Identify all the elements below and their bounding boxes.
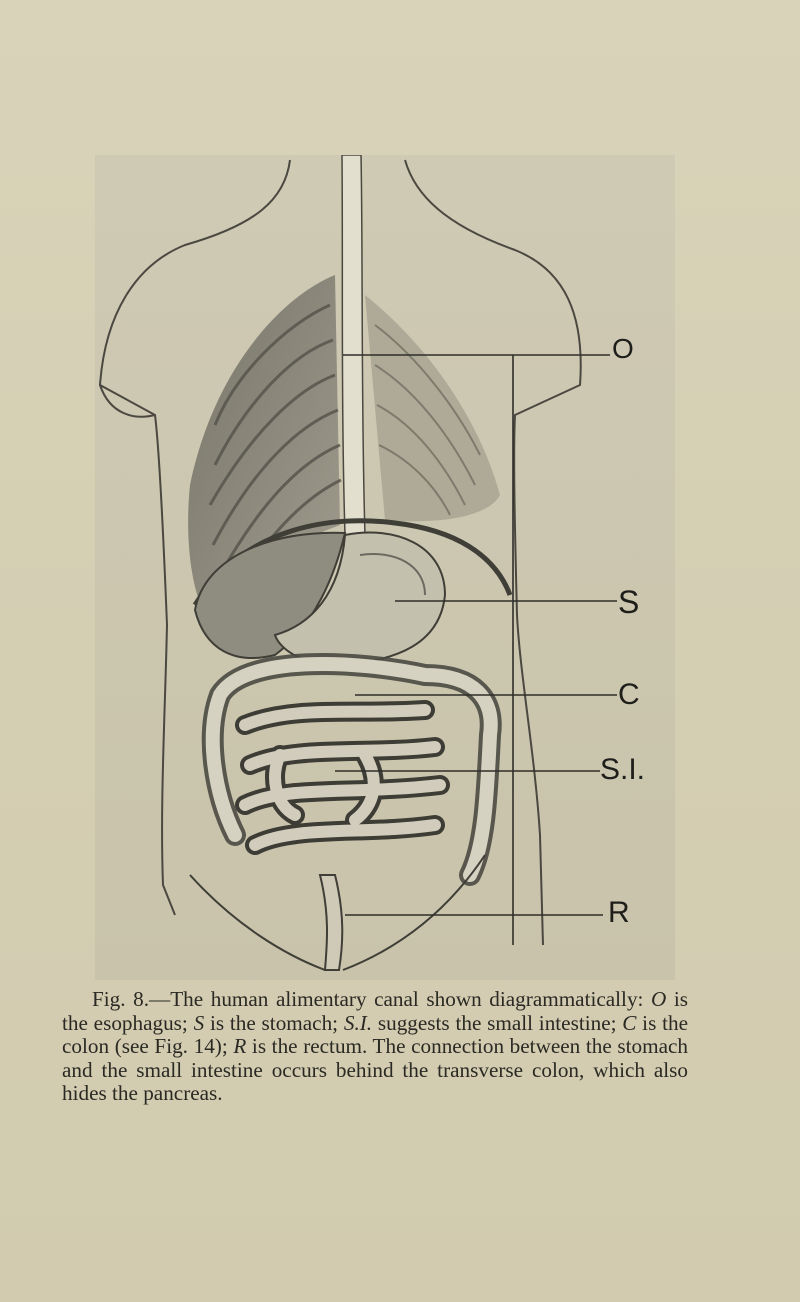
caption-fig-number: Fig. 8. bbox=[92, 987, 150, 1011]
caption-letter-o: O bbox=[651, 987, 667, 1011]
label-colon: C bbox=[618, 678, 640, 711]
caption-paragraph bbox=[62, 988, 688, 1106]
label-esophagus: O bbox=[612, 333, 634, 364]
caption-title: —The human alimentary canal shown diagrammatically: bbox=[149, 987, 644, 1011]
caption-text-small-intestine: suggests the small intestine; bbox=[372, 1010, 623, 1035]
caption-letter-r: R bbox=[233, 1034, 247, 1058]
figure-caption bbox=[62, 988, 688, 1106]
esophagus bbox=[342, 155, 365, 535]
label-rectum: R bbox=[608, 896, 630, 929]
label-small-intestine: S.I. bbox=[600, 753, 646, 786]
caption-text-colon: is the colon (see Fig. 14); bbox=[62, 1010, 688, 1058]
caption-letter-si: S.I. bbox=[343, 1010, 373, 1035]
label-stomach: S bbox=[618, 584, 640, 620]
caption-letter-c: C bbox=[622, 1010, 637, 1035]
caption-text-stomach: is the stomach; bbox=[204, 1010, 344, 1035]
caption-letter-s: S bbox=[193, 1010, 205, 1035]
caption-text-rectum: is the rectum. The connection between the stomach and the small intestine occurs behind the transverse colon, which also hides the pancreas. bbox=[62, 1034, 688, 1105]
caption-text-esophagus: is the esophagus; bbox=[62, 987, 689, 1035]
anatomical-illustration bbox=[95, 155, 675, 980]
